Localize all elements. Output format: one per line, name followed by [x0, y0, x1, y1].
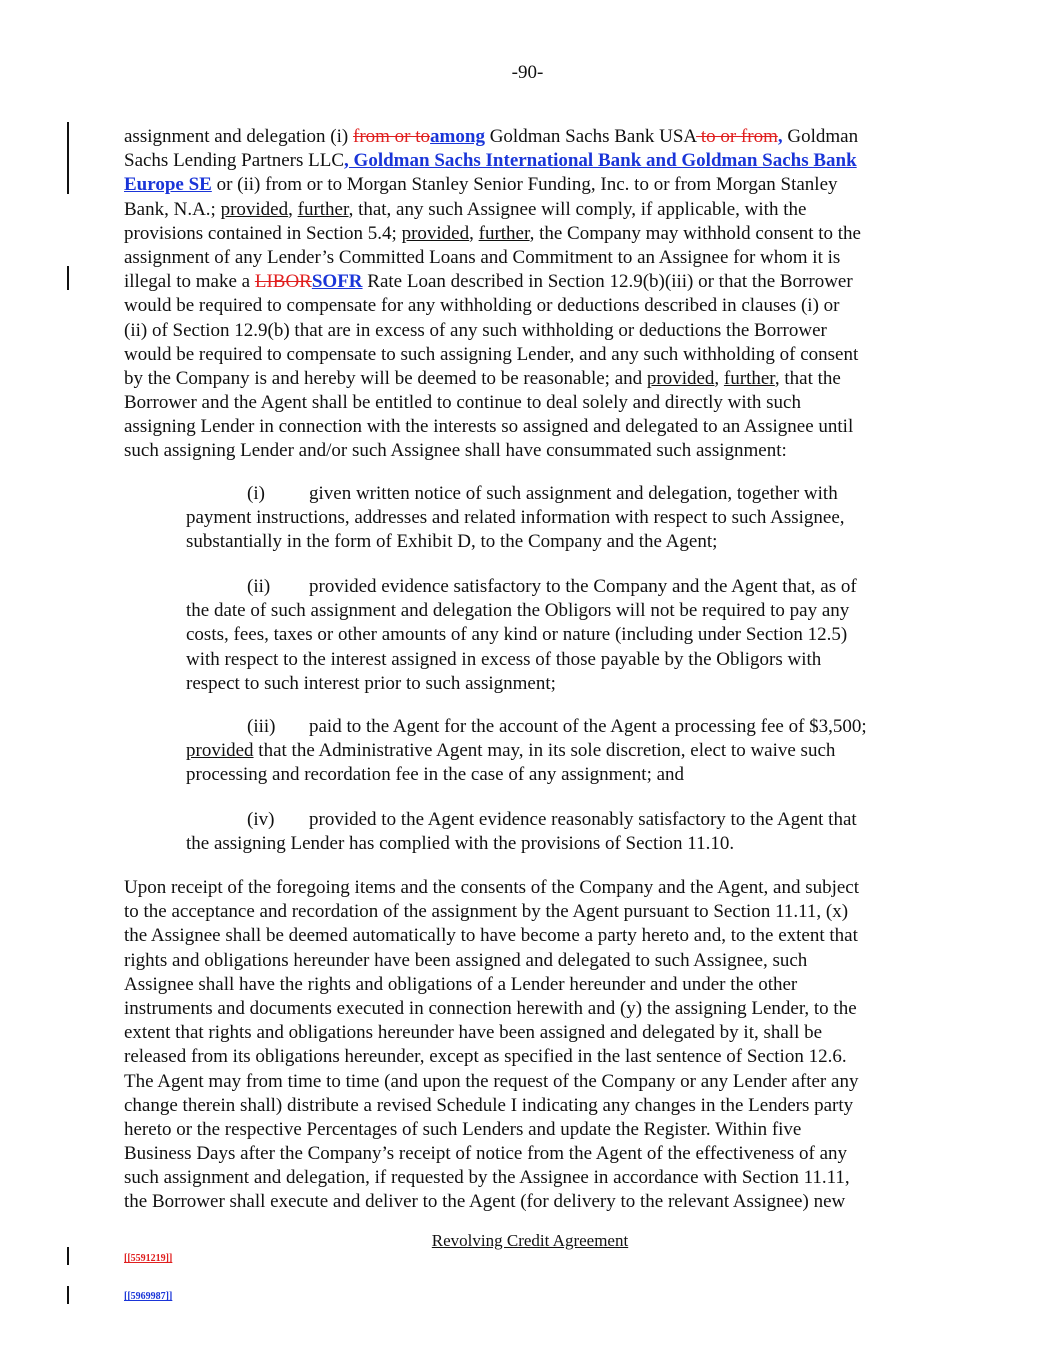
text-line: Europe SE or (ii) from or to Morgan Stanley Senior Funding, Inc. to or from Morgan Stanley — [124, 174, 838, 196]
change-bar — [67, 122, 69, 194]
change-bar — [67, 266, 69, 290]
text-line: (ii) of Section 12.9(b) that are in excess of any such withholding or deductions the Borrower — [124, 319, 827, 341]
text-line: would be required to compensate for any withholding or deductions described in clauses (i) or — [124, 295, 840, 317]
clause-label: (i) — [247, 483, 265, 504]
old-document-id: [[5591219]] — [124, 1253, 173, 1264]
deleted-text: from or to — [353, 126, 431, 147]
text-line: illegal to make a LIBORSOFR Rate Loan described in Section 12.9(b)(iii) or that the Borrower — [124, 271, 853, 293]
paragraph-receipt: Upon receipt of the foregoing items and the consents of the Company and the Agent, and subject to the acceptance and recordation of the assignment by the Agent pursuant to Section 11.11, (x) the Assignee shall be deemed automatically to have become a party hereto and, to the extent that rights and obligations hereunder have been assigned and delegated to such Assignee, such Assignee shall have the rights and obligations of a Lender hereunder and under the other instruments and documents executed in connection herewith and (y) the assigning Lender, to the extent that rights and obligations hereunder have been assigned and delegated by it, shall be released from its obligations hereunder, except as specified in the last sentence of Section 12.6. The Agent may from time to time (and upon the request of the Company or any Lender after any change therein shall) distribute a revised Schedule I indicating any changes in the Lenders party hereto or the respective Percentages of such Lenders and update the Register. Within five Business Days after the Company’s receipt of notice from the Agent of the effectiveness of any such assignment and delegation, if requested by the Assignee in accordance with Section 11.11, the Borrower shall execute and deliver to the Agent (for delivery to the relevant Assignee) new — [124, 877, 860, 1213]
footer-title: Revolving Credit Agreement — [431, 1231, 629, 1250]
text-line: by the Company is and hereby will be deemed to be reasonable; and provided, further, that the — [124, 367, 841, 389]
text-line: Sachs Lending Partners LLC, Goldman Sachs International Bank and Goldman Sachs Bank — [124, 150, 857, 172]
clause-iii: (iii) paid to the Agent for the account of the Agent a processing fee of $3,500; provided that the Administrative Agent may, in its sole discretion, elect to waive such processing and recordation fee in the case of any assignment; and — [186, 716, 867, 786]
inserted-text: SOFR — [311, 271, 363, 293]
change-bar — [67, 1286, 69, 1304]
text-line: provisions contained in Section 5.4; provided, further, the Company may withhold consent to the — [124, 222, 861, 244]
inserted-text: among — [430, 126, 485, 147]
text-line: assignment and delegation (i) from or toamong Goldman Sachs Bank USA to or from, Goldman — [124, 126, 859, 147]
paragraph-assignment — [124, 125, 924, 464]
inserted-text: , — [777, 126, 783, 147]
text-line: assigning Lender in connection with the interests so assigned and delegated to an Assignee until — [124, 416, 854, 438]
clause-ii: (ii) provided evidence satisfactory to the Company and the Agent that, as of the date of such assignment and delegation the Obligors will not be required to pay any costs, fees, taxes or other amounts of any kind or nature (including under Section 12.5) with respect to the interest assigned in excess of those payable by the Obligors with respect to such interest prior to such assignment; — [186, 576, 857, 694]
new-document-id: [[5969987]] — [124, 1291, 173, 1302]
page-number: -90- — [511, 62, 544, 83]
text-line: would be required to compensate to such assigning Lender, and any such withholding of consent — [124, 343, 859, 365]
clause-i: (i) given written notice of such assignment and delegation, together with payment instructions, addresses and related information with respect to such Assignee, substantially in the form of Exhibit D, to the Company and the Agent; — [186, 483, 845, 553]
text-line: Borrower and the Agent shall be entitled to continue to deal solely and directly with such — [124, 392, 801, 414]
deleted-text: to or from — [696, 126, 778, 147]
clause-label: (iv) — [247, 809, 275, 830]
text-line: Bank, N.A.; provided, further, that, any such Assignee will comply, if applicable, with the — [124, 198, 807, 220]
text-line: assignment of any Lender’s Committed Loans and Commitment to an Assignee for whom it is — [124, 246, 841, 268]
inserted-text: Europe SE — [124, 174, 212, 196]
clause-label: (iii) — [247, 716, 276, 737]
deleted-text: LIBOR — [254, 271, 312, 293]
clause-label: (ii) — [247, 576, 271, 597]
inserted-text: , Goldman Sachs International Bank and Goldman Sachs Bank — [344, 150, 857, 172]
clause-iv: (iv) provided to the Agent evidence reasonably satisfactory to the Agent that the assigning Lender has complied with the provisions of Section 11.10. — [186, 809, 857, 855]
text-line: such assigning Lender and/or such Assignee shall have consummated such assignment: — [124, 440, 787, 462]
